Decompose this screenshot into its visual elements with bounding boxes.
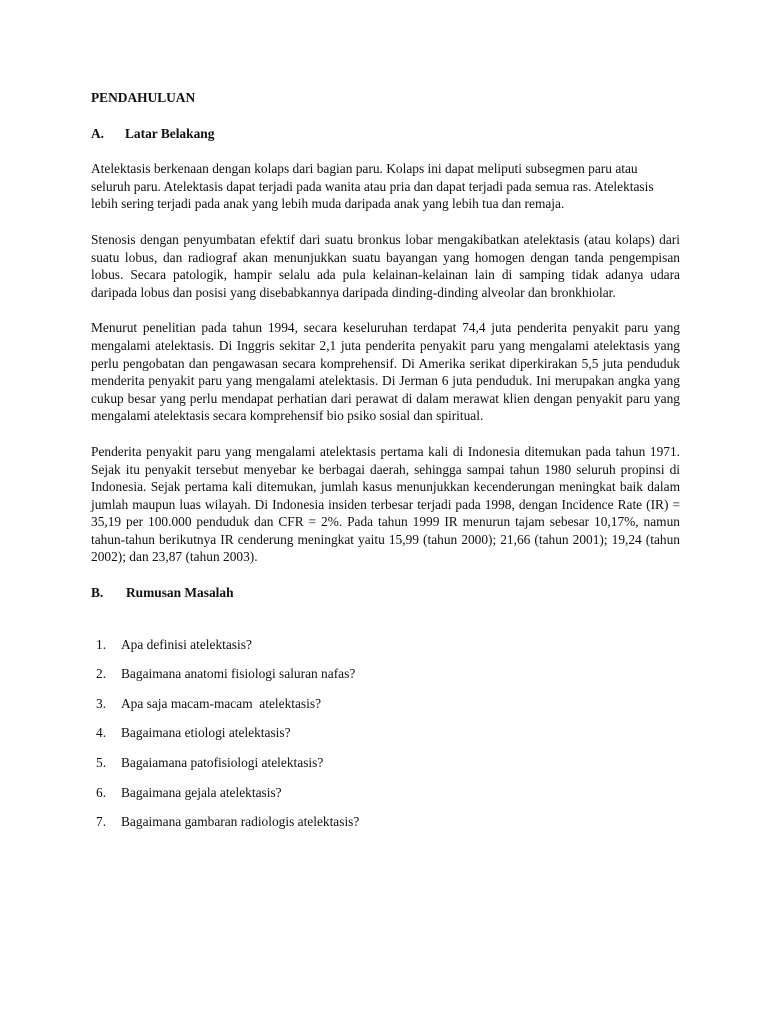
list-item-text: Bagaimana etiologi atelektasis? (121, 725, 291, 741)
spacer (91, 620, 680, 636)
list-item (91, 636, 680, 654)
list-item-number: 1. (96, 636, 107, 652)
list-item (91, 665, 680, 683)
document-title: PENDAHULUAN (91, 90, 196, 105)
list-item-number: 6. (96, 784, 107, 800)
list-item-text: Apa saja macam-macam atelektasis? (121, 695, 322, 711)
list-item-text: Bagaimana anatomi fisiologi saluran nafas? (121, 666, 356, 682)
list-item-number: 5. (96, 755, 107, 771)
list-item-text: Bagaimana gejala atelektasis? (121, 784, 282, 800)
list-item (91, 724, 680, 742)
list-item-number: 7. (96, 814, 107, 830)
section-b-letter: B. (91, 585, 104, 601)
list-item (91, 754, 680, 772)
section-b-heading (91, 584, 680, 602)
list-item (91, 813, 680, 831)
question-list (91, 636, 680, 831)
list-item (91, 784, 680, 802)
list-item-number: 4. (96, 725, 107, 741)
list-item (91, 695, 680, 713)
section-a-heading (91, 125, 680, 143)
paragraph-2: Stenosis dengan penyumbatan efektif dari suatu bronkus lobar mengakibatkan atelektasis (atau kolaps) dari suatu lobus, dan radiograf akan menunjukkan suatu bayangan yang homogen dengan tanda pengempisan lobus. Secara patologik, hampir selalu ada pula kelainan-kelainan lain di samping tidak adanya udara daripada lobus dan posisi yang disebabkannya daripada dinding-dinding alveolar dan bronkhiolar. (91, 231, 680, 300)
paragraph-4: Penderita penyakit paru yang mengalami atelektasis pertama kali di Indonesia ditemukan pada tahun 1971. Sejak itu penyakit tersebut menyebar ke berbagai daerah, sehingga sampai tahun 1980 seluruh propinsi di Indonesia. Sejak pertama kali ditemukan, jumlah kasus menunjukkan kecenderungan meningkat baik dalam jumlah maupun luas wilayah. Di Indonesia insiden terbesar terjadi pada 1998, dengan Incidence Rate (IR) = 35,19 per 100.000 penduduk dan CFR = 2%. Pada tahun 1999 IR menurun tajam sebesar 10,17%, namun tahun-tahun berikutnya IR cenderung meningkat yaitu 15,99 (tahun 2000); 21,66 (tahun 2001); 19,24 (tahun 2002); dan 23,87 (tahun 2003). (91, 443, 680, 565)
document-page (91, 89, 680, 843)
section-a-title: Latar Belakang (125, 125, 215, 141)
section-a-letter: A. (91, 125, 105, 141)
list-item-number: 2. (96, 666, 107, 682)
list-item-number: 3. (96, 695, 107, 711)
paragraph-3: Menurut penelitian pada tahun 1994, secara keseluruhan terdapat 74,4 juta penderita penyakit paru yang mengalami atelektasis. Di Inggris sekitar 2,1 juta penderita penyakit paru yang mengalami atelektasis yang perlu pengobatan dan pengawasan secara komprehensif. Di Amerika serikat diperkirakan 5,5 juta penduduk menderita penyakit paru yang mengalami atelektasis. Di Jerman 6 juta penduduk. Ini merupakan angka yang cukup besar yang perlu mendapat perhatian dari perawat di dalam merawat klien dengan penyakit paru yang mengalami atelektasis secara komprehensif bio psiko sosial dan spiritual. (91, 320, 680, 424)
list-item-text: Apa definisi atelektasis? (121, 636, 252, 652)
paragraph-1: Atelektasis berkenaan dengan kolaps dari bagian paru. Kolaps ini dapat meliputi subsegmen paru atau seluruh paru. Atelektasis dapat terjadi pada wanita atau pria dan dapat terjadi pada semua ras. Atelektasis lebih sering terjadi pada anak yang lebih muda daripada anak yang lebih tua dan remaja. (91, 161, 654, 212)
section-b-title: Rumusan Masalah (126, 585, 234, 601)
list-item-text: Bagaimana gambaran radiologis atelektasis? (121, 814, 360, 830)
list-item-text: Bagaiamana patofisiologi atelektasis? (121, 755, 324, 771)
